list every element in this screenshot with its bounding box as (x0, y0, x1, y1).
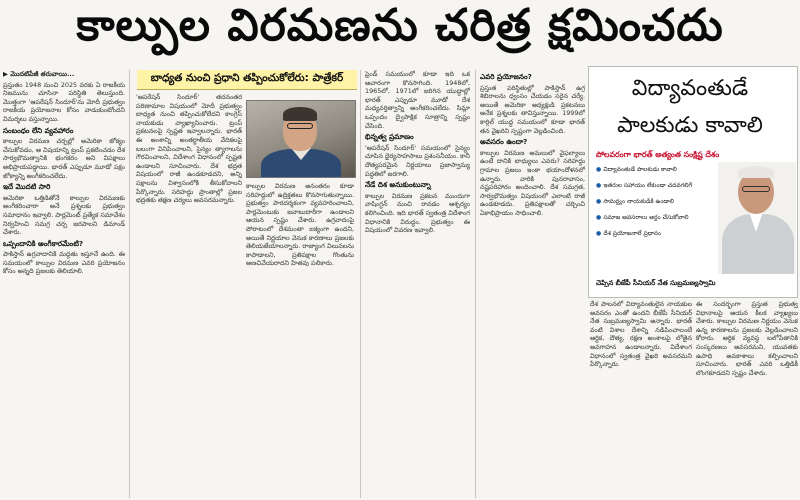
paragraph: దేశ పాలనలో విద్యావంతులైన నాయకుల అవసరం ఎంతో ఉందని బీజేపీ సీనియర్ నేత సుబ్రమణ్యస్వామి అన్నారు. భారత్ వంటి విశాల దేశాన్ని నడిపించాలంటే ఆర్థిక, దౌత్య, రక్షణ అంశాలపై లోతైన అవగాహన ఉండాలన్నారు. విదేశాంగ విధానంలో స్వతంత్ర వైఖరి అవసరమని పేర్కొన్నారు. (590, 300, 692, 369)
column-7 (696, 300, 798, 498)
column-left (3, 70, 130, 498)
headline: కాల్పుల విరమణను చరిత్ర క్షమించదు (76, 0, 724, 51)
paragraph: కాల్పుల విరమణ అమలులో వైఫల్యాలు ఉంటే దానికి బాధ్యులు ఎవరు? సరిహద్దు గ్రామాల ప్రజలు ఇంకా భయాందోళనలో ఉన్నారు. వారికి పునరావాసం, నష్టపరిహారం అందించాలి. దేశ సమగ్రత, సార్వభౌమత్వం విషయంలో ఎలాంటి రాజీ ఉండకూడదు. ప్రతిపక్షాలతో చర్చించి ఏకాభిప్రాయం సాధించాలి. (480, 148, 585, 217)
paragraph: కాల్పుల విరమణ చర్చల్లో అమెరికా జోక్యం చేసుకోవడం, ఆ విషయాన్ని ట్రంప్ ప్రకటించడం దేశ సార్వభౌమత్వానికి భంగకరం అని విపక్షాలు అభిప్రాయపడ్డాయి. భారత్ ఎప్పుడూ మూడో పక్షం జోక్యాన్ని అంగీకరించలేదు. (3, 137, 125, 180)
paragraph: కాల్పుల విరమణ ప్రకటన ముందుగా వాషింగ్టన్ నుంచి రావడం ఆశ్చర్యం కలిగించింది. ఇది భారత్ స్వతంత్ర విదేశాంగ విధానానికి విరుద్ధం. ప్రభుత్వం ఈ విషయంలో వివరణ ఇవ్వాలి. (365, 191, 470, 235)
column-middle-1 (136, 93, 242, 498)
feature-title-line1: విద్యావంతుడే (631, 76, 749, 101)
paragraph: పాకిస్తాన్ ఉగ్రవాదానికి మద్దతు ఇస్తూనే ఉంది. ఈ సమయంలో కాల్పుల విరమణ ఎవరి ప్రయోజనం కోసం అన్నది ప్రజలకు తెలియాలి. (3, 250, 125, 276)
bullet-icon: ● (596, 182, 604, 189)
bullet-icon: ● (596, 166, 604, 173)
feature-point (596, 166, 716, 173)
subheading: ఇదే మొదటి సారి (3, 182, 51, 192)
bullet-icon: ● (596, 214, 604, 221)
subheading: సంబంధం లేని వ్యవహారం (3, 125, 74, 135)
paragraph: 'ఆపరేషన్ సిందూర్' సమయంలో సైన్యం చూపిన ధైర్యసాహసాలు ప్రశంసనీయం. కానీ దౌత్యపరమైన నిర్ణయాలు ప్రజాస్వామ్య పద్ధతిలో జరగాలి. (365, 143, 470, 178)
paragraph: ప్రస్తుతం 1948 నుంచి 2025 వరకు ఏ రాజకీయ నిజమును చూసినా పరిస్థితి తెలుస్తుంది. మొత్తంగా 'ఆపరేషన్ సిందూర్'ను మోదీ ప్రభుత్వం రాజకీయ ప్రయోజనాల కోసం వాడుకుంటోందని విమర్శలు వస్తున్నాయి. (3, 80, 125, 123)
feature-point-text: ఇతరుల సహాయం లేకుండా చదవగలిగే (603, 182, 692, 189)
paragraph: అమెరికా ఒత్తిడితోనే కాల్పుల విరమణకు అంగీకరించారా అనే ప్రశ్నలకు ప్రభుత్వం సమాధానం ఇవ్వాలి. పార్లమెంట్ ప్రత్యేక సమావేశం నిర్వహించి సమగ్ర చర్చ జరపాలని డిమాండ్ చేశారు. (3, 193, 125, 237)
feature-point (596, 214, 716, 221)
feature-point-text: దేశ ప్రయోజనాలే ప్రధానం (603, 230, 662, 237)
column-6 (590, 300, 692, 498)
feature-point (596, 182, 716, 189)
portrait-photo-right (718, 162, 796, 274)
feature-point (596, 198, 716, 205)
column-5 (475, 70, 585, 498)
feature-point-text: సమాజ అవసరాలు అర్థం చేసుకోవాలి (603, 214, 689, 221)
feature-title-line2: పాలకుడు కావాలి (617, 113, 763, 138)
subheading: అవసరం ఉందా? (480, 137, 528, 147)
paragraph: ఫ్రెండ్ సమయంలో కూడా ఇది ఒక ఆచారంగా కొనసాగింది. 1948లో, 1965లో, 1971లో జరిగిన యుద్ధాల్లో భారత్ ఎప్పుడూ మూడో దేశ మధ్యవర్తిత్వాన్ని అంగీకరించలేదు. సిమ్లా ఒప్పందం ద్వైపాక్షిక సూత్రాన్ని స్పష్టం చేసింది. (365, 70, 470, 130)
portrait-photo (246, 100, 356, 178)
paragraph: 'ఆపరేషన్ సిందూర్' తదనంతర పరిణామాల విషయంలో మోదీ ప్రభుత్వం బాధ్యత నుంచి తప్పించుకోలేదని కాంగ్రెస్ నాయకుడు వ్యాఖ్యానించారు. ట్రంప్ ప్రకటనలపై స్పష్టత ఇవ్వాలన్నారు. భారత్ ఈ అంశాన్ని అంతర్జాతీయ వేదికలపై బలంగా వినిపించాలని, సైన్యం త్యాగాలను గౌరవించాలని, విదేశాంగ విధానంలో స్పష్టత ఉండాలని సూచించారు. దేశ భద్రత విషయంలో రాజీ ఉండకూడదని, అన్ని పక్షాలను విశ్వాసంలోకి తీసుకోవాలని పేర్కొన్నారు. సరిహద్దు ప్రాంతాల్లో ప్రజల భద్రతకు తక్షణ చర్యలు అవసరమన్నారు. (136, 93, 242, 205)
continued-marker: ▶ మొదటిపేజీ తరువాయి... (3, 70, 75, 78)
column-4 (360, 70, 470, 498)
paragraph: కాల్పుల విరమణ అనంతరం కూడా సరిహద్దులో ఉద్రిక్తతలు కొనసాగుతున్నాయి. ప్రభుత్వం పారదర్శకంగా వ్యవహరించాలని, పార్లమెంటుకు జవాబుదారీగా ఉండాలని ఆయన స్పష్టం చేశారు. ఉగ్రవాదంపై పోరాటంలో దేశమంతా ఐక్యంగా ఉందని, అయితే నిర్ణయాల వెనుక కారణాలు ప్రజలకు తెలియజేయాలన్నారు. రాజ్యాంగ విలువలను కాపాడాలని, ప్రతిపక్షాల గొంతును అణచివేయరాదని హితవు పలికారు. (246, 182, 354, 268)
subheading: నేడే దిశ అనుకుంటున్నా (365, 180, 431, 190)
feature-point (596, 230, 716, 237)
subheading: ఎవరి ప్రయోజనం? (480, 72, 532, 81)
paragraph: ప్రస్తుత పరిస్థితుల్లో పాకిస్తాన్ ఉగ్ర శిబిరాలను ధ్వంసం చేయడం సరైన చర్యే. అయితే అమెరికా అధ్యక్షుడి ప్రకటనలు అనేక ప్రశ్నలకు తావిస్తున్నాయి. 1999లో కార్గిల్ యుద్ధ సమయంలో కూడా భారత్ తన వైఖరిని స్పష్టంగా వెల్లడించింది. (480, 83, 585, 135)
subheading: ఒప్పందానికి అంగీకారమేంటి? (3, 238, 84, 248)
sidebar-story-title: బాధ్యత నుంచి ప్రధాని తప్పించుకోలేరు: పాత్రేకర్ (137, 70, 357, 90)
feature-point-text: విద్యావంతుడే పాలకుడు కావాలి (603, 166, 677, 173)
feature-point-text: సామర్థ్యం నాయకుడికి ఉండాలి (603, 198, 674, 205)
feature-red-subtitle: పోలవరంగా భారత్ అత్యంత సంక్షిష్ట దేశం (596, 148, 794, 162)
bullet-icon: ● (596, 198, 604, 205)
bullet-icon: ● (596, 230, 604, 237)
paragraph: ఈ సందర్భంగా ప్రస్తుత ప్రభుత్వ విధానాలపై ఆయన కీలక వ్యాఖ్యలు చేశారు. కాల్పుల విరమణ నిర్ణయం వెనుక ఉన్న కారణాలను ప్రజలకు వెల్లడించాలని కోరారు. ఆర్థిక వ్యవస్థ బలోపేతానికి సంస్కరణలు అవసరమని, యువతకు ఉపాధి అవకాశాలు కల్పించాలని సూచించారు. భారత్ ఎవరి ఒత్తిడికీ లొంగకూడదని స్పష్టం చేశారు. (696, 300, 798, 377)
feature-caption: చెప్పిన బీజేపీ సీనియర్ నేత సుబ్రమణ్యస్వామి (596, 279, 716, 287)
subheading: భిన్నత్వ ప్రమాణం (365, 132, 414, 142)
column-middle-2 (246, 182, 354, 498)
